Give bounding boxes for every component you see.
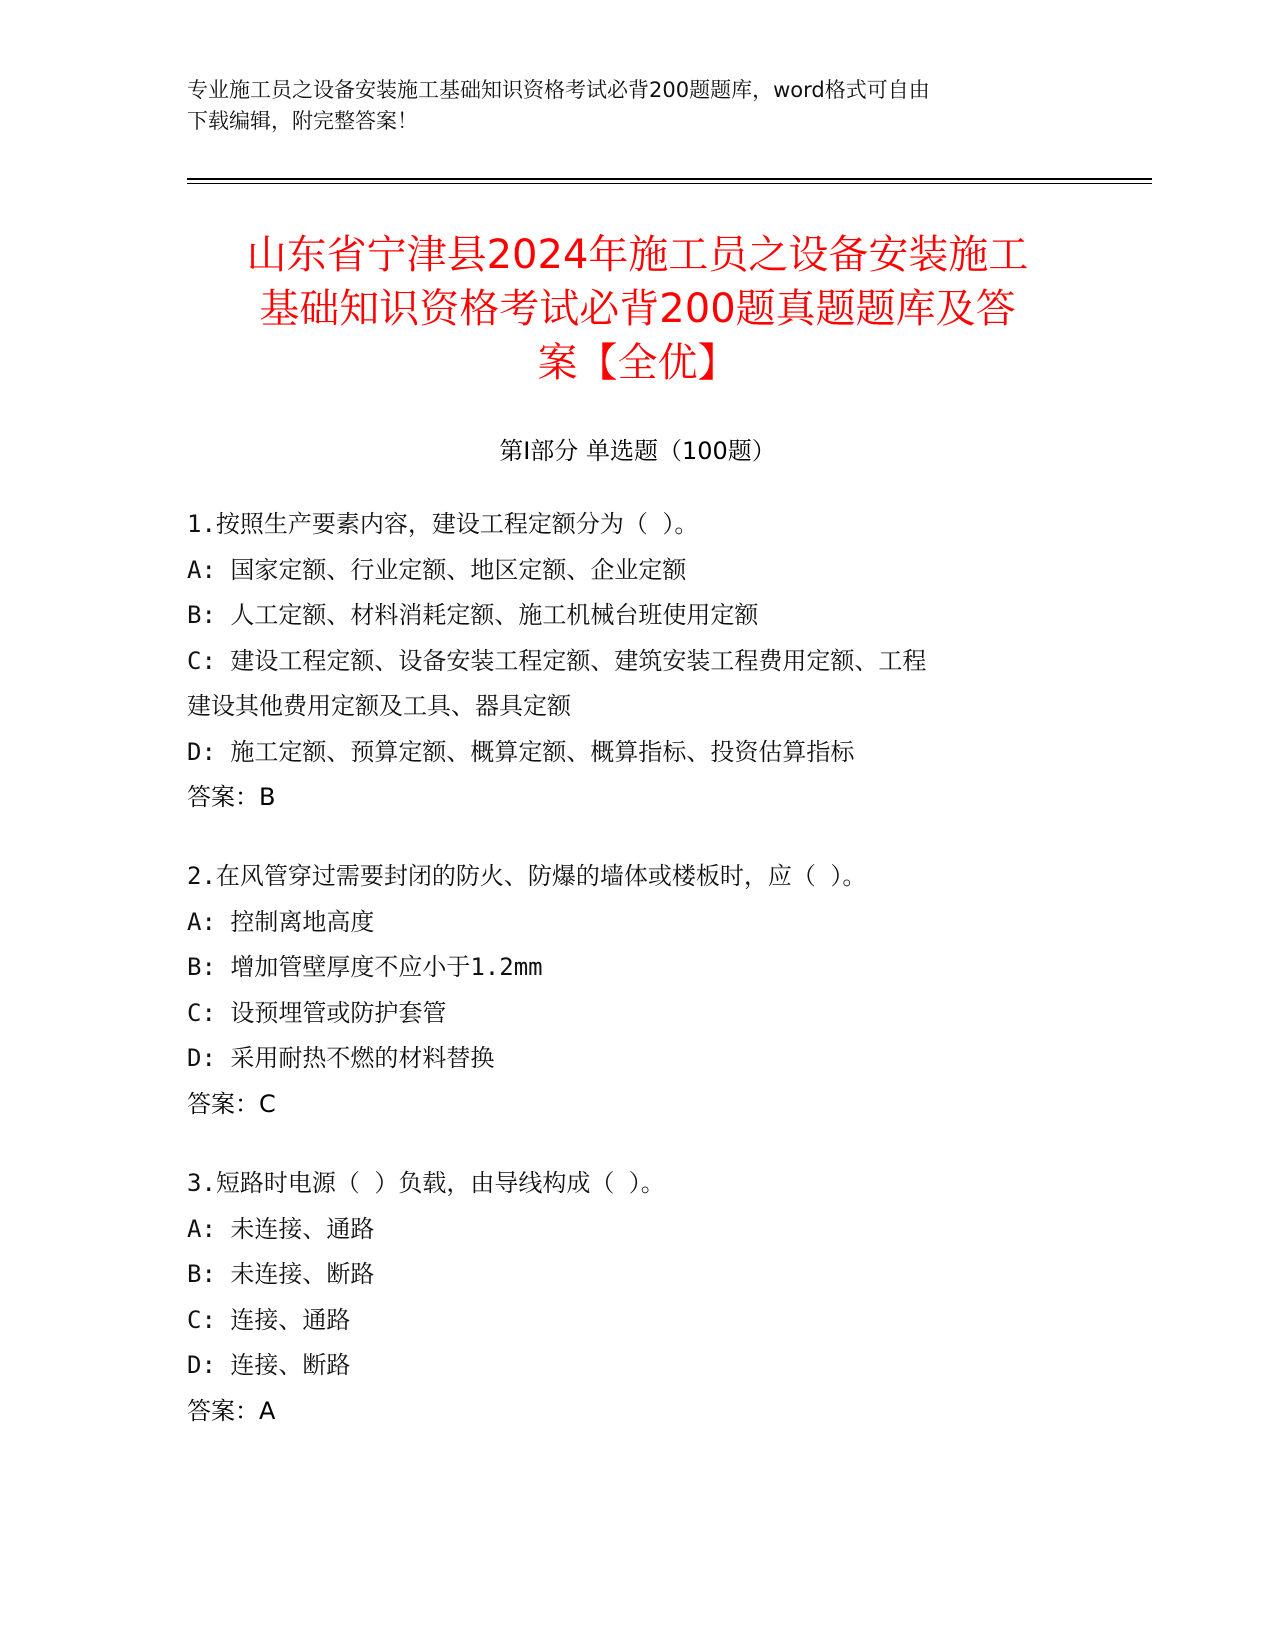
answer: 答案：B [187, 783, 276, 811]
option-b: B: 人工定额、材料消耗定额、施工机械台班使用定额 [187, 601, 759, 629]
option-a: A: 国家定额、行业定额、地区定额、企业定额 [187, 555, 687, 584]
answer: 答案：C [187, 1089, 276, 1118]
answer: 答案：A [187, 1396, 276, 1425]
question-stem: 3.短路时电源（ ）负载，由导线构成（ ）。 [187, 1169, 665, 1197]
title-line-1: 山东省宁津县2024年施工员之设备安装施工 [246, 232, 1029, 278]
section-heading: 第Ⅰ部分 单选题（100题） [499, 437, 776, 465]
title-line-2: 基础知识资格考试必背200题真题题库及答 [259, 286, 1016, 332]
option-b: B: 未连接、断路 [187, 1260, 375, 1288]
document-title [150, 228, 1125, 390]
title-line-3: 案【全优】 [537, 340, 738, 386]
question-1 [187, 502, 1087, 820]
question-3 [187, 1161, 1087, 1434]
header-note-line-2: 下载编辑，附完整答案！ [187, 109, 418, 133]
option-c: C: 建设工程定额、设备安装工程定额、建筑安装工程费用定额、工程 [187, 646, 927, 675]
option-b: B: 增加管壁厚度不应小于1.2mm [187, 953, 543, 981]
option-c: C: 连接、通路 [187, 1305, 351, 1334]
option-c-continued: 建设其他费用定额及工具、器具定额 [187, 692, 571, 720]
question-2 [187, 854, 1087, 1127]
option-a: A: 未连接、通路 [187, 1214, 375, 1243]
header-divider-thin [187, 183, 1152, 184]
header-note [187, 75, 1067, 137]
question-stem: 2.在风管穿过需要封闭的防火、防爆的墙体或楼板时，应（ ）。 [187, 862, 867, 890]
header-divider-thick [187, 178, 1152, 180]
question-stem: 1.按照生产要素内容，建设工程定额分为（ ）。 [187, 510, 699, 538]
option-d: D: 连接、断路 [187, 1351, 351, 1379]
option-a: A: 控制离地高度 [187, 907, 375, 936]
option-c: C: 设预埋管或防护套管 [187, 998, 447, 1027]
header-note-line-1: 专业施工员之设备安装施工基础知识资格考试必背200题题库，word格式可自由 [187, 78, 930, 102]
option-d: D: 施工定额、预算定额、概算定额、概算指标、投资估算指标 [187, 737, 855, 766]
option-d: D: 采用耐热不燃的材料替换 [187, 1044, 495, 1072]
